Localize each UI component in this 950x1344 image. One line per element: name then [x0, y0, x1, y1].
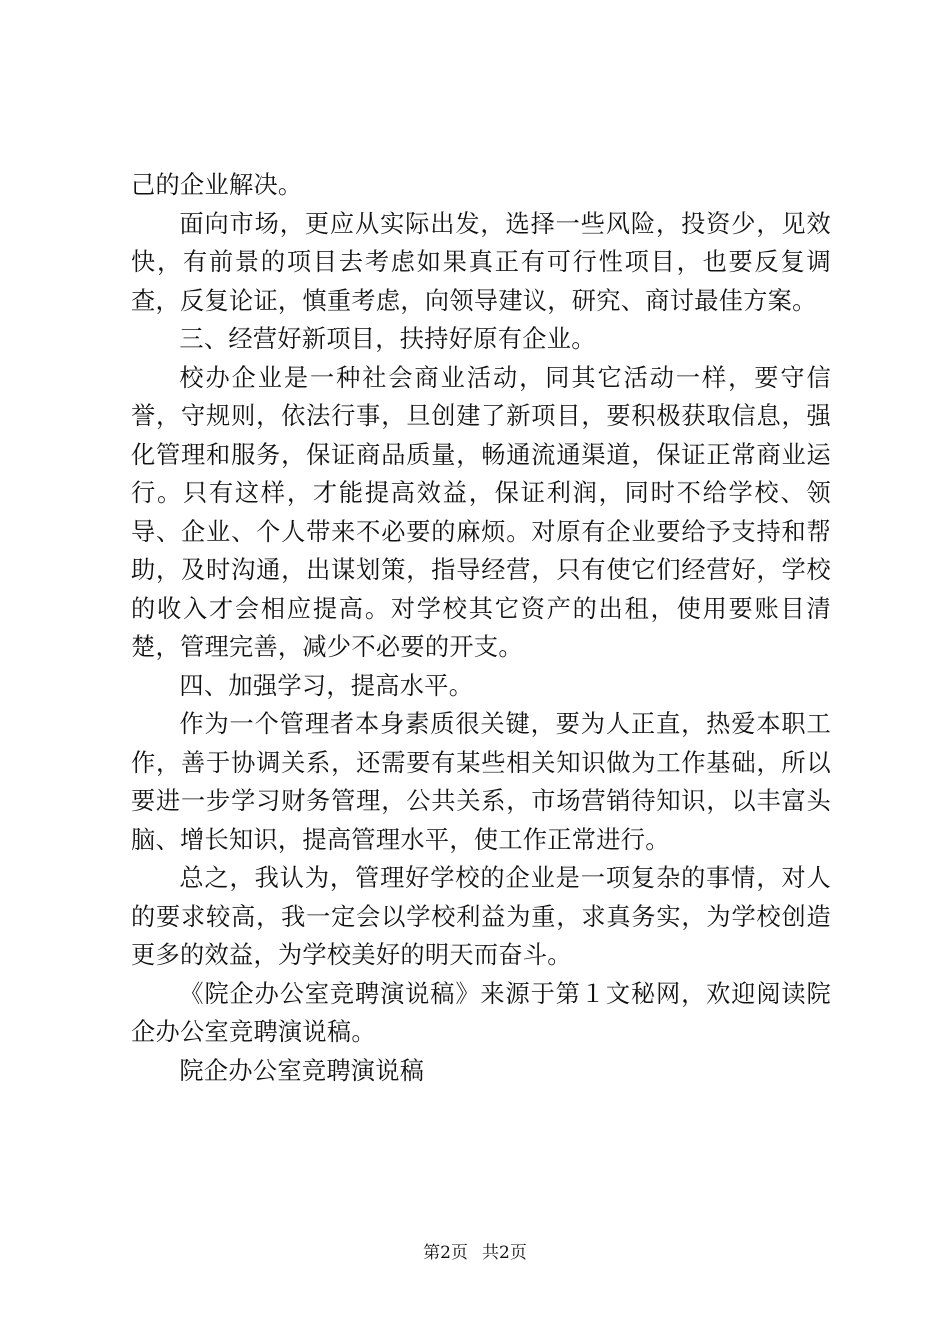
page-footer: [0, 1242, 950, 1264]
document-body: [131, 166, 831, 1090]
paragraph-conclusion: 总之，我认为，管理好学校的企业是一项复杂的事情，对人的要求较高，我一定会以学校利益为重，求真务实，为学校创造更多的效益，为学校美好的明天而奋斗。: [131, 864, 831, 969]
paragraph-title-repeat: 院企办公室竞聘演说稿: [179, 1056, 425, 1085]
section-heading-3: 三、经营好新项目，扶持好原有企业。: [179, 325, 596, 353]
page-number: 第2页: [423, 1243, 468, 1263]
paragraph-market: 面向市场，更应从实际出发，选择一些风险，投资少，见效快，有前景的项目去考虑如果真正有可行性项目，也要反复调查，反复论证，慎重考虑，向领导建议，研究、商讨最佳方案。: [131, 209, 831, 315]
page-total: 共2页: [482, 1243, 527, 1263]
paragraph-continuation: 己的企业解决。: [131, 171, 303, 199]
section-heading-4: 四、加强学习，提高水平。: [179, 671, 474, 700]
paragraph-source-note: 《院企办公室竞聘演说稿》来源于第１文秘网，欢迎阅读院企办公室竞聘演说稿。: [131, 979, 831, 1046]
paragraph-enterprise-operation: 校办企业是一种社会商业活动，同其它活动一样，要守信誉，守规则，依法行事，旦创建了新项目，要积极获取信息，强化管理和服务，保证商品质量，畅通流通渠道，保证正常商业运行。只有这样，才能提高效益，保证利润，同时不给学校、领导、企业、个人带来不必要的麻烦。对原有企业要给予支持和帮助，及时沟通，出谋划策，指导经营，只有使它们经营好，学校的收入才会相应提高。对学校其它资产的出租，使用要账目清楚，管理完善，减少不必要的开支。: [131, 363, 831, 661]
paragraph-manager-quality: 作为一个管理者本身素质很关键，要为人正直，热爱本职工作，善于协调关系，还需要有某些相关知识做为工作基础，所以要进一步学习财务管理，公共关系，市场营销待知识，以丰富头脑、增长知识，提高管理水平，使工作正常进行。: [131, 710, 831, 854]
